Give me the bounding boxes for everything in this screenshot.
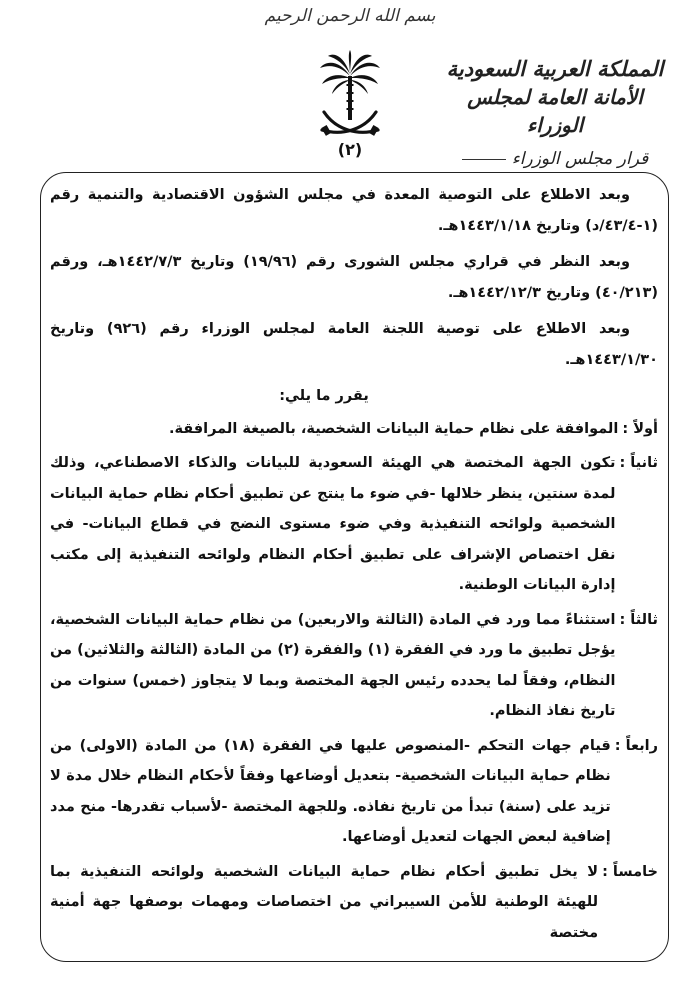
clause-text: قيام جهات التحكم -المنصوص عليها في الفقرة (١٨) من المادة (الاولى) من نظام حماية البيانات الشخصية- بتعديل أوضاعها وفقاً لأحكام النظام خلال مدة لا تزيد على (سنة) تبدأ من تاريخ نفاذه. وللجهة المختصة -لأسباب تقدرها- منح مدد إضافية لبعض الجهات لتعديل أوضاعها. xyxy=(50,737,611,845)
clause-label: ثانياً : xyxy=(619,455,658,471)
clause-4 xyxy=(50,731,658,853)
divider-line xyxy=(462,159,506,160)
clause-3 xyxy=(50,605,658,727)
kingdom-name: المملكة العربية السعودية xyxy=(446,56,664,81)
clause-label: رابعاً : xyxy=(614,737,658,754)
document-body xyxy=(50,180,658,952)
clause-1 xyxy=(50,414,658,445)
decision-label: قرار مجلس الوزراء xyxy=(511,149,649,169)
decides-heading: يقرر ما يلي: xyxy=(279,388,369,404)
clause-text: تكون الجهة المختصة هي الهيئة السعودية للبيانات والذكاء الاصطناعي، وذلك لمدة سنتين، ينظر خلالها -في ضوء ما ينتج عن تطبيق أحكام نظام حماية البيانات الشخصية ولوائحه التنفيذية وفي ضوء مستوى النضج في قطاع البيانات- في نقل اختصاص الإشراف على تطبيق أحكام النظام ولوائحه التنفيذية إلى مكتب إدارة البيانات الوطنية. xyxy=(50,455,616,593)
palm-swords-emblem-icon xyxy=(318,50,382,142)
clause-text: استثناءً مما ورد في المادة (الثالثة والاربعين) من نظام حماية البيانات الشخصية، يؤجل تطبيق ما ورد في الفقرة (١) والفقرة (٢) من المادة (الثالثة والثلاثين) من النظام، وفقاً لما يحدده رئيس الجهة المختصة وبما لا يتجاوز (خمس) سنوات من تاريخ نفاذ النظام. xyxy=(50,611,616,719)
basmala-heading: بسم الله الرحمن الرحيم xyxy=(264,6,436,26)
secretariat-name: الأمانة العامة لمجلس الوزراء xyxy=(467,85,643,137)
clause-text: الموافقة على نظام حماية البيانات الشخصية، بالصيغة المرافقة. xyxy=(168,420,619,437)
decision-label-line xyxy=(440,147,670,171)
page-number: (٢) xyxy=(337,140,363,159)
preamble-paragraph-3: وبعد الاطلاع على توصية اللجنة العامة لمجلس الوزراء رقم (٩٢٦) وتاريخ ١٤٤٣/١/٣٠هـ. xyxy=(50,321,658,368)
preamble-paragraph-1: وبعد الاطلاع على التوصية المعدة في مجلس الشؤون الاقتصادية والتنمية رقم (١-٤٣/٤/د) وتاريخ ١٤٤٣/١/١٨هـ. xyxy=(50,187,658,234)
clause-2 xyxy=(50,448,658,601)
clause-label: أولاً : xyxy=(622,420,658,437)
clause-label: خامساً : xyxy=(602,863,658,880)
clause-text: لا يخل تطبيق أحكام نظام حماية البيانات الشخصية ولوائحه التنفيذية بما للهيئة الوطنية للأمن السيبراني من اختصاصات ومهمات بوصفها جهة أمنية مختصة xyxy=(50,863,599,941)
letterhead xyxy=(440,55,670,171)
clause-label: ثالثاً : xyxy=(619,611,658,628)
preamble-paragraph-2: وبعد النظر في قراري مجلس الشورى رقم (١٩/٩٦) وتاريخ ١٤٤٢/٧/٣هـ، ورقم (٤٠/٢١٣) وتاريخ ١٤٤٢/١٢/٣هـ. xyxy=(50,254,658,301)
clause-5 xyxy=(50,857,658,949)
